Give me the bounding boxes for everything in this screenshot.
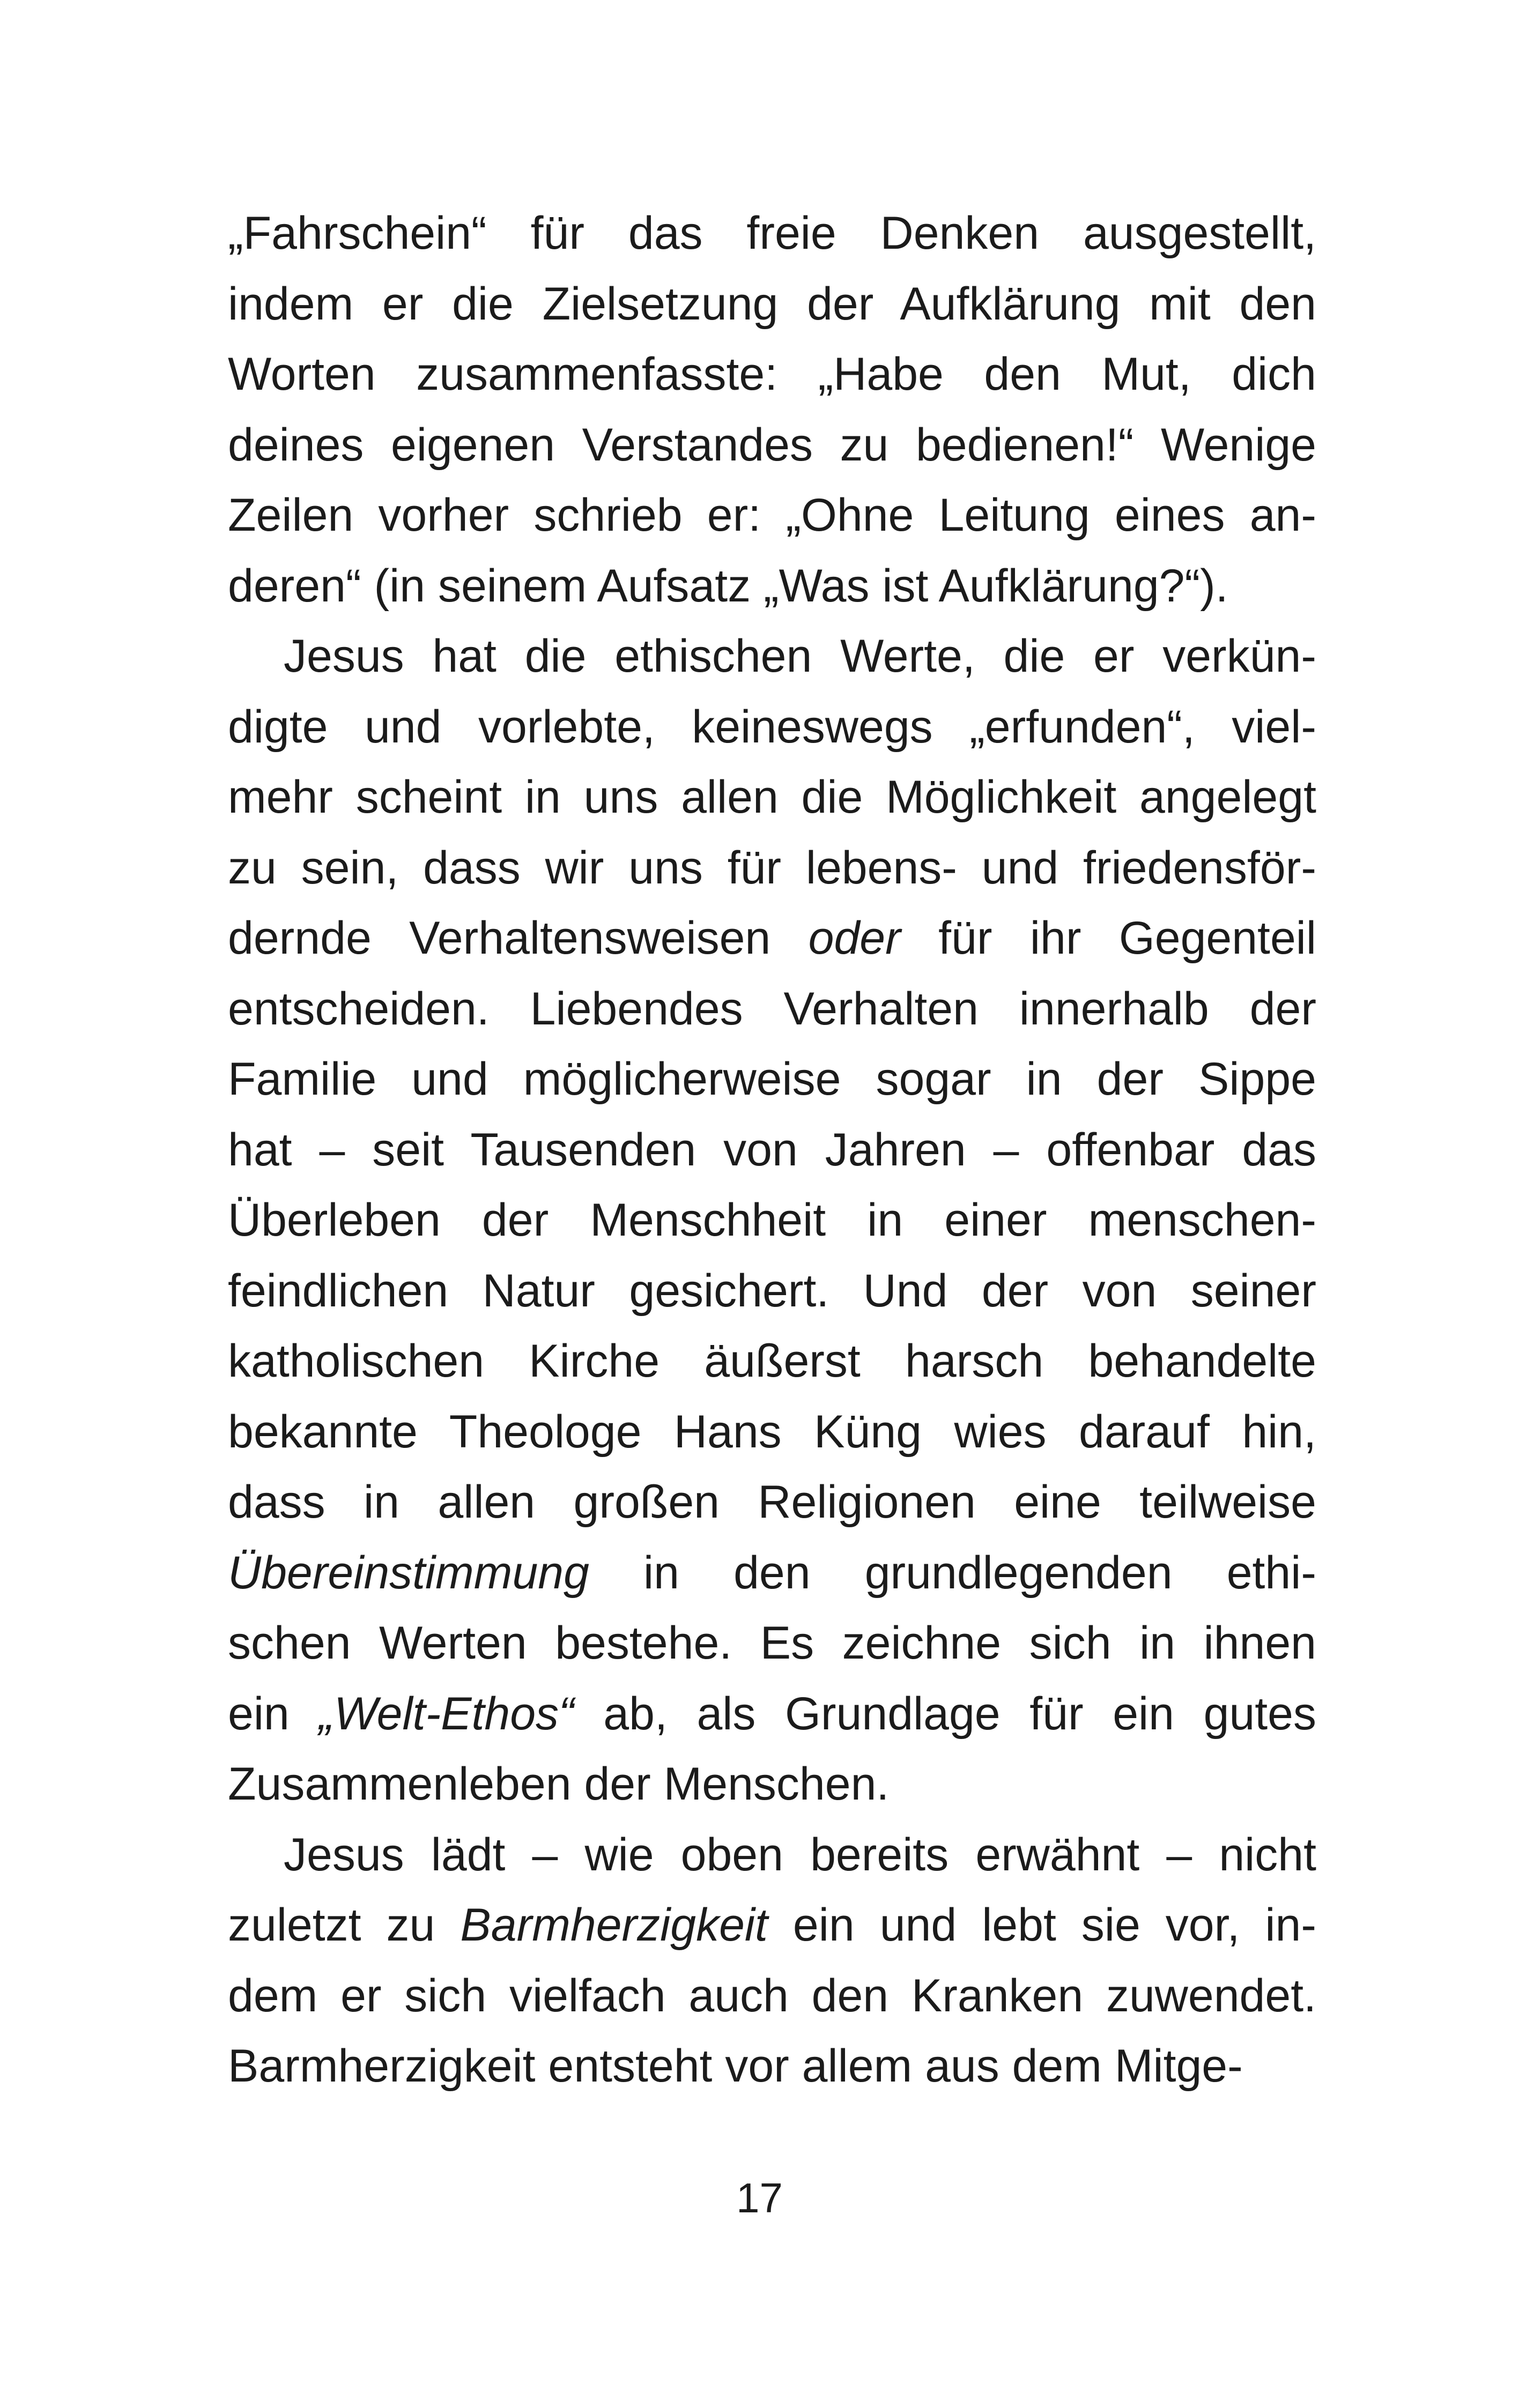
emphasis-text: „Welt-Ethos“ <box>318 1688 574 1740</box>
text-run: bekannte Theologe Hans Küng wies darauf hin, <box>228 1406 1316 1458</box>
text-line <box>228 903 1316 974</box>
text-line <box>228 621 1316 692</box>
text-run: zuletzt zu <box>228 1899 461 1951</box>
text-run: Überleben der Menschheit in einer menschen- <box>228 1194 1316 1246</box>
text-line <box>228 1820 1316 1891</box>
text-line <box>228 1397 1316 1468</box>
text-line <box>228 269 1316 340</box>
text-run: feindlichen Natur gesichert. Und der von seiner <box>228 1265 1316 1317</box>
text-line <box>228 692 1316 763</box>
text-run: Barmherzigkeit entsteht vor allem aus dem Mitge- <box>228 2040 1243 2092</box>
text-line <box>228 1044 1316 1115</box>
text-run: Zeilen vorher schrieb er: „Ohne Leitung eines an- <box>228 489 1316 541</box>
text-run: mehr scheint in uns allen die Möglichkeit angelegt <box>228 771 1316 823</box>
text-run: „Fahrschein“ für das freie Denken ausgestellt, <box>228 207 1316 259</box>
emphasis-text: Übereinstimmung <box>228 1547 589 1599</box>
text-run: ein und lebt sie vor, in- <box>767 1899 1316 1951</box>
text-run: in den grundlegenden ethi- <box>589 1547 1316 1599</box>
text-run: indem er die Zielsetzung der Aufklärung mit den <box>228 278 1316 330</box>
text-run: zu sein, dass wir uns für lebens- und friedensför- <box>228 842 1316 894</box>
text-run: für ihr Gegenteil <box>900 912 1316 964</box>
text-run: Jesus hat die ethischen Werte, die er verkün- <box>284 630 1316 682</box>
text-line <box>228 1256 1316 1327</box>
emphasis-text: oder <box>808 912 901 964</box>
text-run: dem er sich vielfach auch den Kranken zuwendet. <box>228 1969 1316 2021</box>
text-line <box>228 1890 1316 1961</box>
text-line <box>228 1326 1316 1397</box>
text-run: dass in allen großen Religionen eine teilweise <box>228 1476 1316 1528</box>
text-run: katholischen Kirche äußerst harsch behandelte <box>228 1335 1316 1387</box>
text-line <box>228 1749 1316 1820</box>
text-run: Jesus lädt – wie oben bereits erwähnt – nicht <box>284 1829 1316 1881</box>
text-line <box>228 410 1316 481</box>
emphasis-text: Barmherzigkeit <box>460 1899 768 1951</box>
text-line <box>228 1608 1316 1679</box>
text-run: entscheiden. Liebendes Verhalten innerhalb der <box>228 983 1316 1035</box>
page-number: 17 <box>736 2174 783 2221</box>
text-line <box>228 1538 1316 1609</box>
body-text <box>228 198 1316 2102</box>
text-line <box>228 551 1316 622</box>
text-run: digte und vorlebte, keineswegs „erfunden“, viel- <box>228 701 1316 753</box>
text-run: hat – seit Tausenden von Jahren – offenbar das <box>228 1124 1316 1176</box>
text-run: ein <box>228 1688 319 1740</box>
text-run: Worten zusammenfasste: „Habe den Mut, dich <box>228 348 1316 400</box>
text-line <box>228 974 1316 1045</box>
text-line <box>228 1679 1316 1750</box>
text-run: schen Werten bestehe. Es zeichne sich in ihnen <box>228 1617 1316 1669</box>
text-run: Zusammenleben der Menschen. <box>228 1758 890 1810</box>
text-line <box>228 198 1316 269</box>
text-line <box>228 833 1316 904</box>
text-run: deren“ (in seinem Aufsatz „Was ist Aufklärung?“). <box>228 560 1228 612</box>
text-line <box>228 1185 1316 1256</box>
text-line <box>228 1961 1316 2032</box>
text-run: Familie und möglicherweise sogar in der Sippe <box>228 1053 1316 1105</box>
text-run: deines eigenen Verstandes zu bedienen!“ Wenige <box>228 419 1316 471</box>
text-line <box>228 480 1316 551</box>
text-run: dernde Verhaltensweisen <box>228 912 809 964</box>
text-line <box>228 1115 1316 1186</box>
text-line <box>228 2031 1316 2102</box>
text-line <box>228 339 1316 410</box>
text-run: ab, als Grundlage für ein gutes <box>574 1688 1316 1740</box>
text-line <box>228 762 1316 833</box>
text-line <box>228 1467 1316 1538</box>
